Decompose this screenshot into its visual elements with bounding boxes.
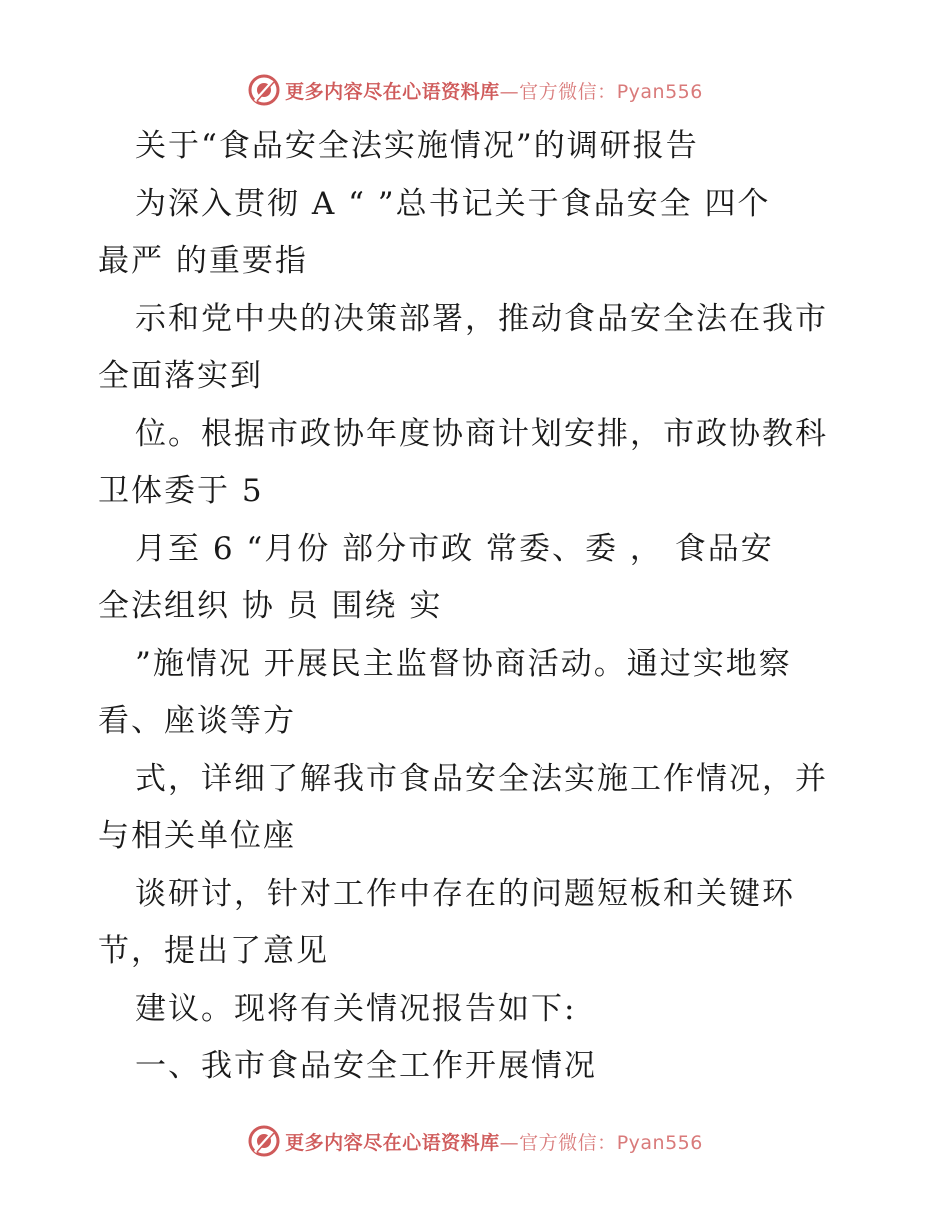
paragraph-line: 最严 的重要指 (98, 243, 308, 279)
watermark-official: 官方微信： (519, 1131, 617, 1154)
watermark-text (285, 1128, 703, 1155)
watermark-official: 官方微信： (519, 80, 617, 103)
footer-watermark (0, 1121, 950, 1161)
paragraph-line: 为深入贯彻 A “ ”总书记关于食品安全 四个 (135, 185, 771, 222)
paragraph-line: 全法组织 协 员 围绕 实 (98, 588, 443, 624)
paragraph-line: 谈研讨，针对工作中存在的问题短板和关键环 (135, 875, 795, 912)
seal-logo-icon (247, 73, 281, 107)
watermark-brand: 更多内容尽在心语资料库 (285, 1131, 500, 1154)
paragraph-line: 建议。现将有关情况报告如下: (135, 990, 577, 1027)
watermark-dash: — (499, 1131, 520, 1154)
watermark-dash: — (499, 80, 520, 103)
paragraph-line: 卫体委于 5 (98, 473, 264, 509)
watermark-brand: 更多内容尽在心语资料库 (285, 80, 500, 103)
paragraph-line: 位。根据市政协年度协商计划安排，市政协教科 (135, 415, 828, 452)
document-title: 关于“食品安全法实施情况”的调研报告 (135, 128, 699, 164)
seal-logo-icon (247, 1124, 281, 1158)
paragraph-line: 式，详细了解我市食品安全法实施工作情况，并 (135, 760, 828, 797)
header-watermark (0, 70, 950, 110)
watermark-wechat-id: Pyan556 (616, 80, 703, 103)
watermark-text (285, 77, 703, 104)
paragraph-line: ”施情况 开展民主监督协商活动。通过实地察 (135, 645, 792, 682)
paragraph-line: 看、座谈等方 (98, 703, 296, 739)
document-body (98, 118, 858, 1096)
section-heading: 一、我市食品安全工作开展情况 (135, 1048, 597, 1084)
paragraph-line: 节，提出了意见 (98, 933, 329, 969)
paragraph-line: 全面落实到 (98, 358, 263, 394)
paragraph-line: 月至 6 “月份 部分市政 常委、委 ， 食品安 (135, 530, 774, 567)
paragraph-line: 与相关单位座 (98, 818, 296, 854)
watermark-wechat-id: Pyan556 (616, 1131, 703, 1154)
paragraph-line: 示和党中央的决策部署，推动食品安全法在我市 (135, 300, 828, 337)
